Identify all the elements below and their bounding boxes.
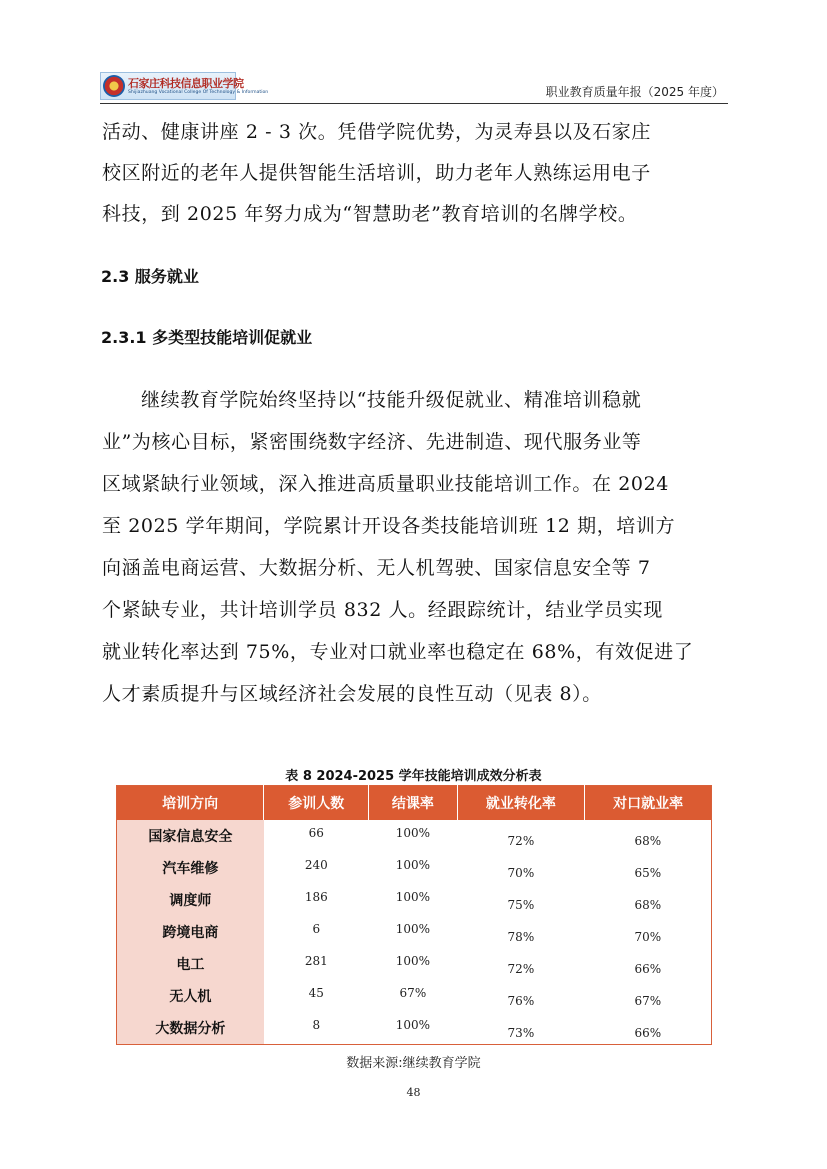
paragraph-line: 活动、健康讲座 2 - 3 次。凭借学院优势，为灵寿县以及石家庄: [102, 121, 651, 143]
section-heading: 2.3 服务就业: [101, 267, 199, 286]
paragraph-line: 至 2025 学年期间，学院累计开设各类技能培训班 12 期，培训方: [102, 515, 676, 537]
employment-rate-cell: 72%: [507, 962, 535, 976]
paragraph-line: 向涵盖电商运营、大数据分析、无人机驾驶、国家信息安全等 7: [102, 557, 651, 579]
column-header: 结课率: [369, 786, 457, 821]
participants-cell: 6: [312, 922, 321, 936]
table-row: [117, 884, 712, 916]
training-direction-cell: 国家信息安全: [117, 820, 264, 852]
employment-rate-cell: 73%: [507, 1026, 535, 1040]
paragraph-line: 人才素质提升与区域经济社会发展的良性互动（见表 8）。: [102, 683, 602, 705]
employment-rate-cell: 72%: [507, 834, 535, 848]
training-direction-cell: 跨境电商: [117, 916, 264, 948]
matched-employment-rate-cell: 68%: [634, 834, 662, 848]
table-header-row: [117, 786, 712, 821]
paragraph-line: 继续教育学院始终坚持以“技能升级促就业、精准培训稳就: [141, 389, 642, 411]
participants-cell: 186: [304, 890, 328, 904]
school-emblem-icon: [103, 75, 125, 97]
report-title: 职业教育质量年报（2025 年度）: [545, 85, 724, 99]
page-header: [100, 70, 728, 104]
training-direction-cell: 大数据分析: [117, 1012, 264, 1045]
matched-employment-rate-cell: 68%: [634, 898, 662, 912]
school-name: 石家庄科技信息职业学院: [128, 77, 244, 90]
employment-rate-cell: 70%: [507, 866, 535, 880]
column-header: 就业转化率: [457, 786, 585, 821]
school-logo: [100, 72, 269, 100]
column-header: 参训人数: [264, 786, 369, 821]
training-direction-cell: 无人机: [117, 980, 264, 1012]
employment-rate-cell: 75%: [507, 898, 535, 912]
page-number: 48: [406, 1086, 421, 1099]
participants-cell: 66: [308, 826, 324, 840]
participants-cell: 8: [312, 1018, 321, 1032]
paragraph-line: 业”为核心目标，紧密围绕数字经济、先进制造、现代服务业等: [102, 431, 642, 453]
table-source-note: 数据来源:继续教育学院: [346, 1056, 481, 1071]
subsection-heading: 2.3.1 多类型技能培训促就业: [101, 328, 313, 347]
matched-employment-rate-cell: 67%: [634, 994, 662, 1008]
paragraph-line: 校区附近的老年人提供智能生活培训，助力老年人熟练运用电子: [102, 162, 651, 184]
completion-rate-cell: 67%: [399, 986, 427, 1000]
table-row: [117, 852, 712, 884]
table-row: [117, 980, 712, 1012]
completion-rate-cell: 100%: [395, 858, 431, 872]
table-row: [117, 948, 712, 980]
table-row: [117, 820, 712, 852]
training-results-table: [116, 785, 712, 1045]
paragraph-line: 就业转化率达到 75%，专业对口就业率也稳定在 68%，有效促进了: [102, 641, 694, 663]
completion-rate-cell: 100%: [395, 890, 431, 904]
table-row: [117, 1012, 712, 1045]
matched-employment-rate-cell: 66%: [634, 1026, 662, 1040]
paragraph-line: 科技，到 2025 年努力成为“智慧助老”教育培训的名牌学校。: [102, 203, 638, 225]
participants-cell: 281: [304, 954, 328, 968]
training-direction-cell: 汽车维修: [117, 852, 264, 884]
training-direction-cell: 电工: [117, 948, 264, 980]
table-row: [117, 916, 712, 948]
completion-rate-cell: 100%: [395, 1018, 431, 1032]
participants-cell: 240: [304, 858, 328, 872]
participants-cell: 45: [308, 986, 324, 1000]
employment-rate-cell: 78%: [507, 930, 535, 944]
paragraph-line: 区域紧缺行业领域，深入推进高质量职业技能培训工作。在 2024: [102, 473, 669, 495]
completion-rate-cell: 100%: [395, 954, 431, 968]
matched-employment-rate-cell: 66%: [634, 962, 662, 976]
completion-rate-cell: 100%: [395, 922, 431, 936]
matched-employment-rate-cell: 70%: [634, 930, 662, 944]
column-header: 对口就业率: [585, 786, 712, 821]
employment-rate-cell: 76%: [507, 994, 535, 1008]
table-caption: 表 8 2024-2025 学年技能培训成效分析表: [285, 769, 542, 784]
column-header: 培训方向: [117, 786, 264, 821]
paragraph-line: 个紧缺专业，共计培训学员 832 人。经跟踪统计，结业学员实现: [102, 599, 663, 621]
school-name-en: Shijiazhuang Vocational College Of Technology & Information: [128, 90, 269, 95]
matched-employment-rate-cell: 65%: [634, 866, 662, 880]
completion-rate-cell: 100%: [395, 826, 431, 840]
training-direction-cell: 调度师: [117, 884, 264, 916]
